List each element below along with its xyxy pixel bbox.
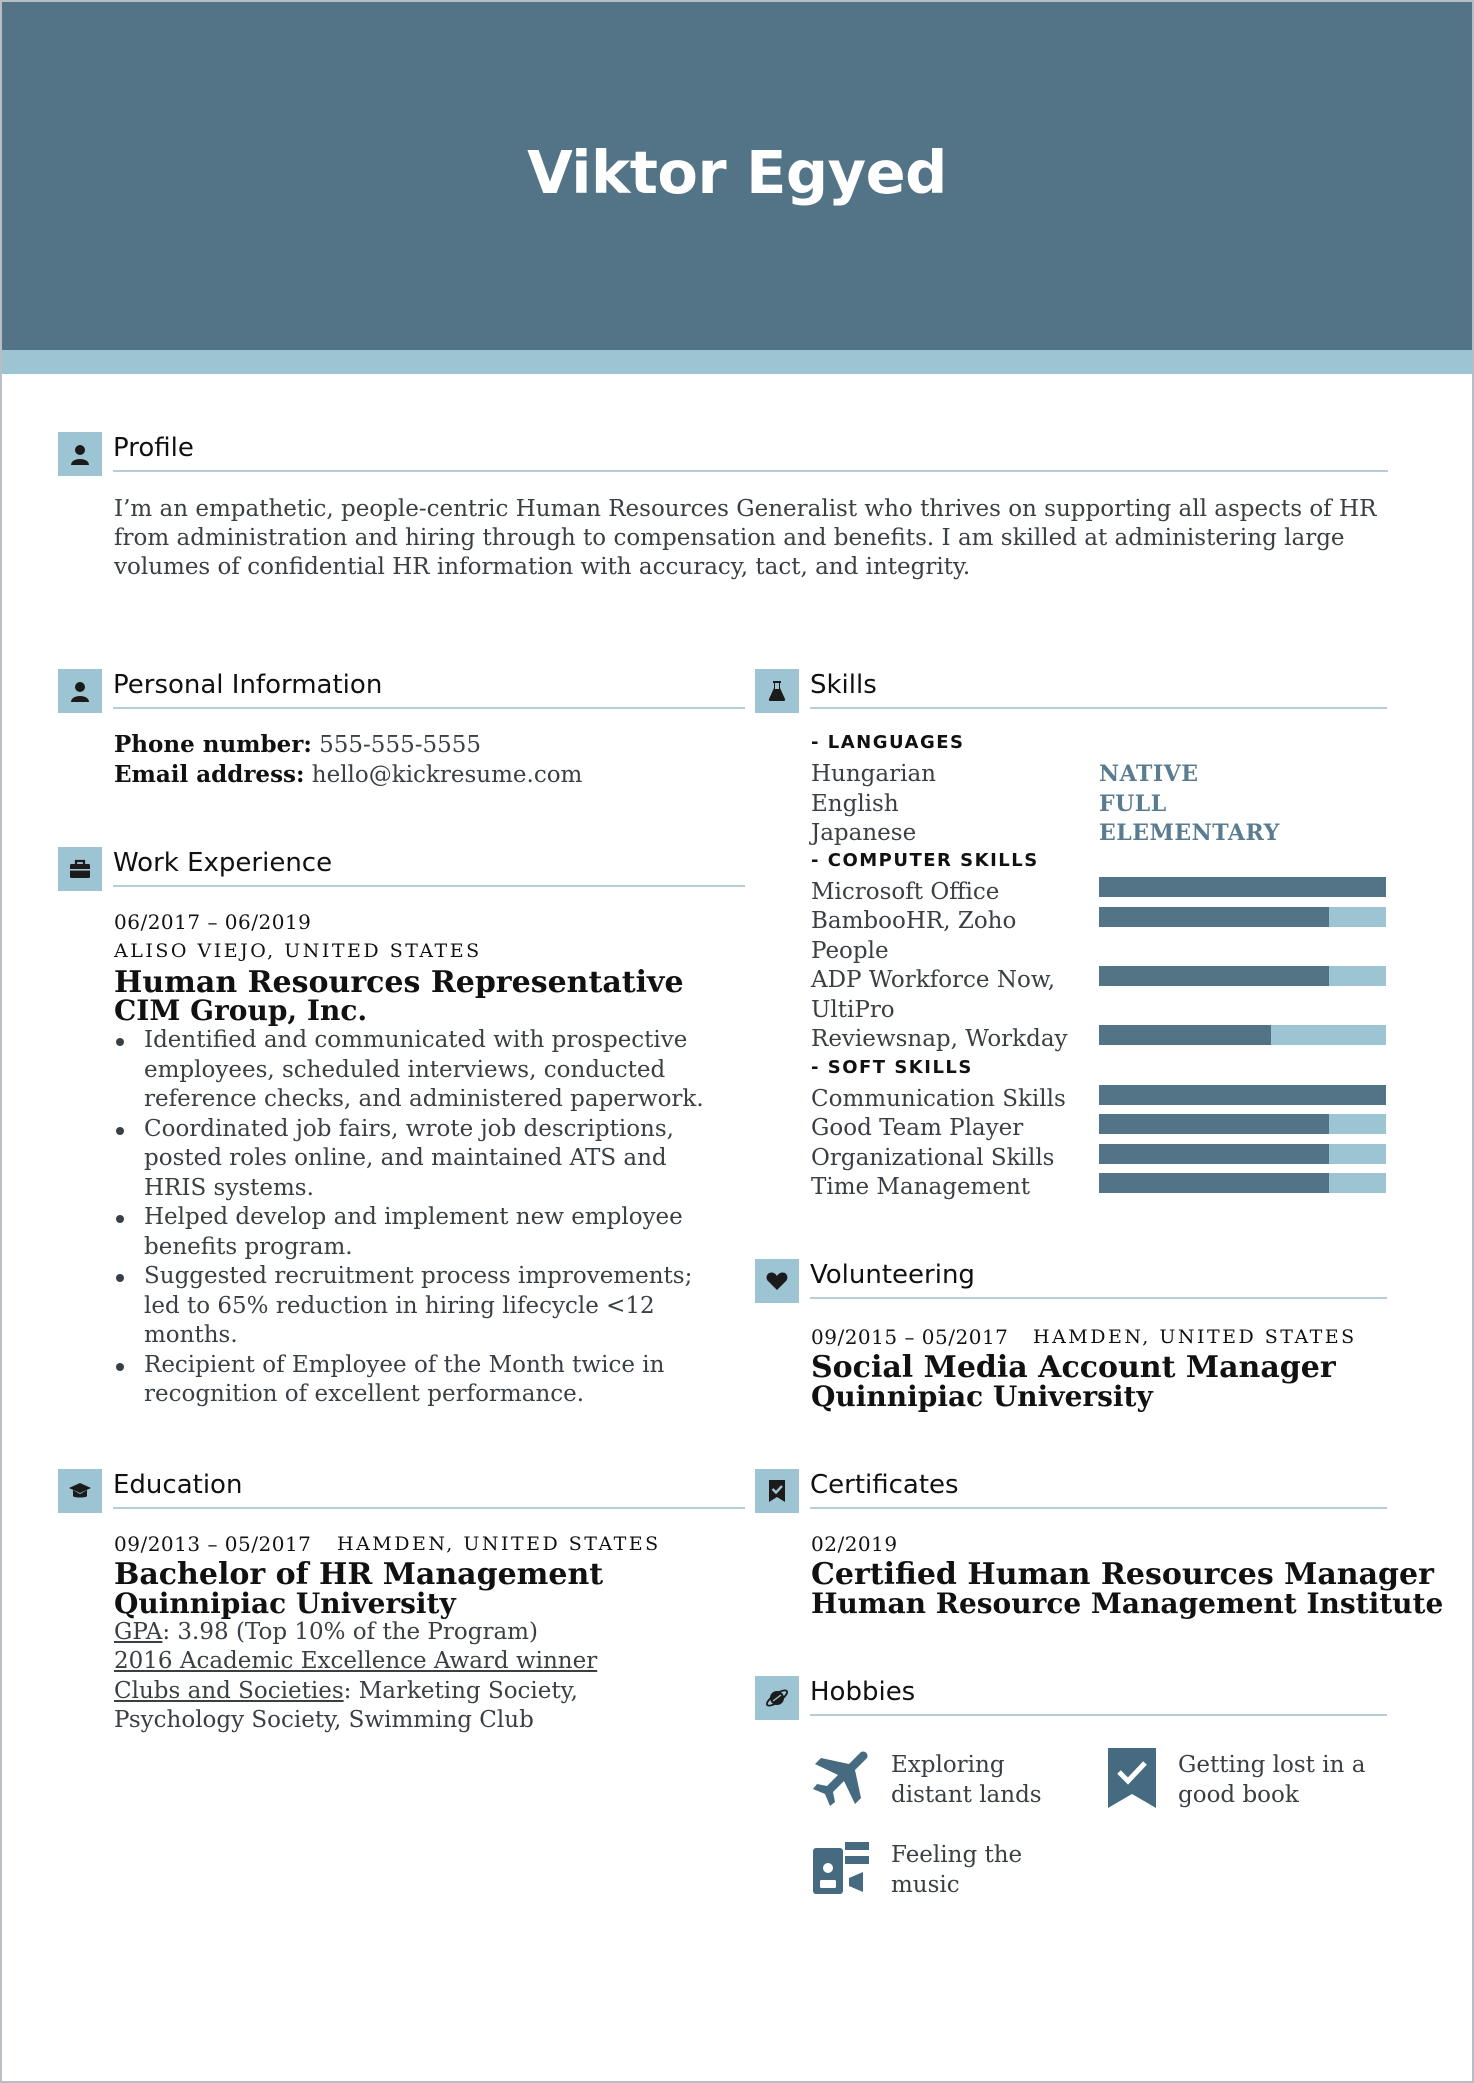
certificate-issuer: Human Resource Management Institute: [811, 1587, 1444, 1620]
soft-skill-name: Good Team Player: [811, 1115, 1024, 1141]
section-title: Skills: [810, 670, 877, 700]
section-title: Education: [113, 1470, 243, 1500]
section-rule: [810, 707, 1387, 709]
email-value: hello@kickresume.com: [311, 762, 583, 788]
personal-info-section-header: [58, 669, 688, 713]
clubs-value: : Marketing Society,: [343, 1678, 578, 1704]
skill-bar: [1099, 1025, 1386, 1045]
flask-icon: [755, 669, 799, 713]
soft-skill-name: Communication Skills: [811, 1086, 1066, 1112]
hobby-text: Getting lost in a good book: [1178, 1752, 1366, 1808]
list-item: Suggested recruitment process improvements; led to 65% reduction in hiring lifecycle <12 months.: [114, 1262, 704, 1351]
language-name: Hungarian: [811, 761, 936, 787]
certificate-icon: [755, 1469, 799, 1513]
work-dates: 06/2017 – 06/2019: [114, 910, 312, 934]
clubs-label: Clubs and Societies: [114, 1678, 344, 1704]
heart-icon: [755, 1259, 799, 1303]
language-level: NATIVE: [1099, 761, 1199, 787]
briefcase-icon: [58, 847, 102, 891]
computer-skill-name-cont: People: [811, 938, 889, 964]
graduation-cap-icon: [58, 1469, 102, 1513]
section-rule: [810, 1297, 1387, 1299]
person-icon: [58, 669, 102, 713]
work-job-title: Human Resources Representative: [114, 965, 684, 1000]
soft-skill-name: Organizational Skills: [811, 1145, 1055, 1171]
language-name: English: [811, 791, 899, 817]
skill-bar-fill: [1099, 1173, 1329, 1193]
list-item: Recipient of Employee of the Month twice in recognition of excellent performance.: [114, 1351, 704, 1410]
work-bullets: [114, 1026, 704, 1410]
airplane-icon: [811, 1748, 871, 1808]
language-name: Japanese: [811, 820, 917, 846]
person-icon: [58, 432, 102, 476]
education-clubs: [114, 1676, 578, 1706]
education-degree: Bachelor of HR Management: [114, 1557, 604, 1592]
language-level: ELEMENTARY: [1099, 820, 1280, 846]
certificate-date: 02/2019: [811, 1532, 898, 1556]
skill-bar-fill: [1099, 966, 1329, 986]
certificate-name: Certified Human Resources Manager: [811, 1557, 1434, 1592]
skill-category-soft: - SOFT SKILLS: [811, 1057, 973, 1078]
email-label: Email address:: [114, 761, 305, 788]
skill-category-languages: - LANGUAGES: [811, 732, 965, 753]
education-clubs-cont: Psychology Society, Swimming Club: [114, 1707, 534, 1733]
education-dates: 09/2013 – 05/2017: [114, 1532, 312, 1556]
computer-skill-name: Reviewsnap, Workday: [811, 1026, 1068, 1052]
profile-line: I’m an empathetic, people-centric Human Resources Generalist who thrives on supporting all aspects of HR: [114, 496, 1377, 522]
computer-skill-name: ADP Workforce Now,: [811, 967, 1056, 993]
section-rule: [113, 885, 745, 887]
computer-skill-name-cont: UltiPro: [811, 997, 895, 1023]
profile-line: from administration and hiring through to compensation and benefits. I am skilled at administering large: [114, 525, 1345, 551]
hobby-text: Feeling the music: [891, 1842, 1023, 1898]
list-item: Identified and communicated with prospective employees, scheduled interviews, conducted reference checks, and administered paperwork.: [114, 1026, 704, 1115]
work-section-header: [58, 847, 688, 891]
language-level: FULL: [1099, 791, 1167, 817]
section-rule: [810, 1507, 1387, 1509]
skill-bar-fill: [1099, 1114, 1329, 1134]
gpa-label: GPA: [114, 1619, 163, 1645]
volunteering-role: Social Media Account Manager: [811, 1350, 1336, 1385]
planet-icon: [755, 1676, 799, 1720]
list-item: Helped develop and implement new employee benefits program.: [114, 1203, 704, 1262]
section-title: Hobbies: [810, 1677, 916, 1707]
skill-bar-fill: [1099, 1085, 1386, 1105]
email-row: [114, 760, 582, 790]
bookmark-check-icon: [1102, 1748, 1162, 1808]
list-item: Coordinated job fairs, wrote job descriptions, posted roles online, and maintained ATS and HRIS systems.: [114, 1115, 704, 1204]
skill-bar: [1099, 966, 1386, 986]
hobby-text: Exploring distant lands: [891, 1752, 1042, 1808]
volunteering-org: Quinnipiac University: [811, 1380, 1153, 1413]
education-award: [114, 1646, 597, 1676]
education-gpa: [114, 1617, 538, 1647]
award-label: 2016 Academic Excellence Award winner: [114, 1648, 598, 1674]
volunteering-location: HAMDEN, UNITED STATES: [1033, 1326, 1357, 1348]
work-location: ALISO VIEJO, UNITED STATES: [114, 940, 482, 962]
section-title: Personal Information: [113, 670, 383, 700]
work-company: CIM Group, Inc.: [114, 994, 368, 1027]
profile-section-header: [58, 432, 1388, 476]
skill-bar-fill: [1099, 1144, 1329, 1164]
gpa-value: : 3.98 (Top 10% of the Program): [162, 1619, 538, 1645]
skill-category-computer: - COMPUTER SKILLS: [811, 850, 1039, 871]
profile-line: volumes of confidential HR information with accuracy, tact, and integrity.: [114, 554, 971, 580]
section-rule: [113, 707, 745, 709]
certificates-section-header: [755, 1469, 1387, 1513]
computer-skill-name: BambooHR, Zoho: [811, 908, 1017, 934]
music-player-icon: [811, 1838, 871, 1898]
education-location: HAMDEN, UNITED STATES: [337, 1533, 661, 1555]
candidate-name: Viktor Egyed: [527, 138, 947, 207]
section-rule: [810, 1714, 1387, 1716]
skills-section-header: [755, 669, 1387, 713]
education-section-header: [58, 1469, 688, 1513]
skill-bar: [1099, 1114, 1386, 1134]
education-school: Quinnipiac University: [114, 1587, 456, 1620]
skill-bar: [1099, 1144, 1386, 1164]
section-rule: [113, 1507, 745, 1509]
skill-bar-fill: [1099, 907, 1329, 927]
section-title: Certificates: [810, 1470, 959, 1500]
skill-bar: [1099, 1173, 1386, 1193]
section-title: Work Experience: [113, 848, 333, 878]
header-stripe: [2, 350, 1472, 374]
skill-bar-fill: [1099, 877, 1386, 897]
section-title: Volunteering: [810, 1260, 975, 1290]
volunteering-section-header: [755, 1259, 1387, 1303]
skill-bar: [1099, 1085, 1386, 1105]
skill-bar: [1099, 907, 1386, 927]
phone-label: Phone number:: [114, 731, 312, 758]
volunteering-dates: 09/2015 – 05/2017: [811, 1325, 1009, 1349]
phone-row: [114, 730, 481, 760]
hobbies-section-header: [755, 1676, 1387, 1720]
skill-bar: [1099, 877, 1386, 897]
phone-value: 555-555-5555: [319, 732, 482, 758]
section-rule: [113, 470, 1388, 472]
soft-skill-name: Time Management: [811, 1174, 1031, 1200]
computer-skill-name: Microsoft Office: [811, 879, 1000, 905]
skill-bar-fill: [1099, 1025, 1271, 1045]
section-title: Profile: [113, 433, 194, 463]
